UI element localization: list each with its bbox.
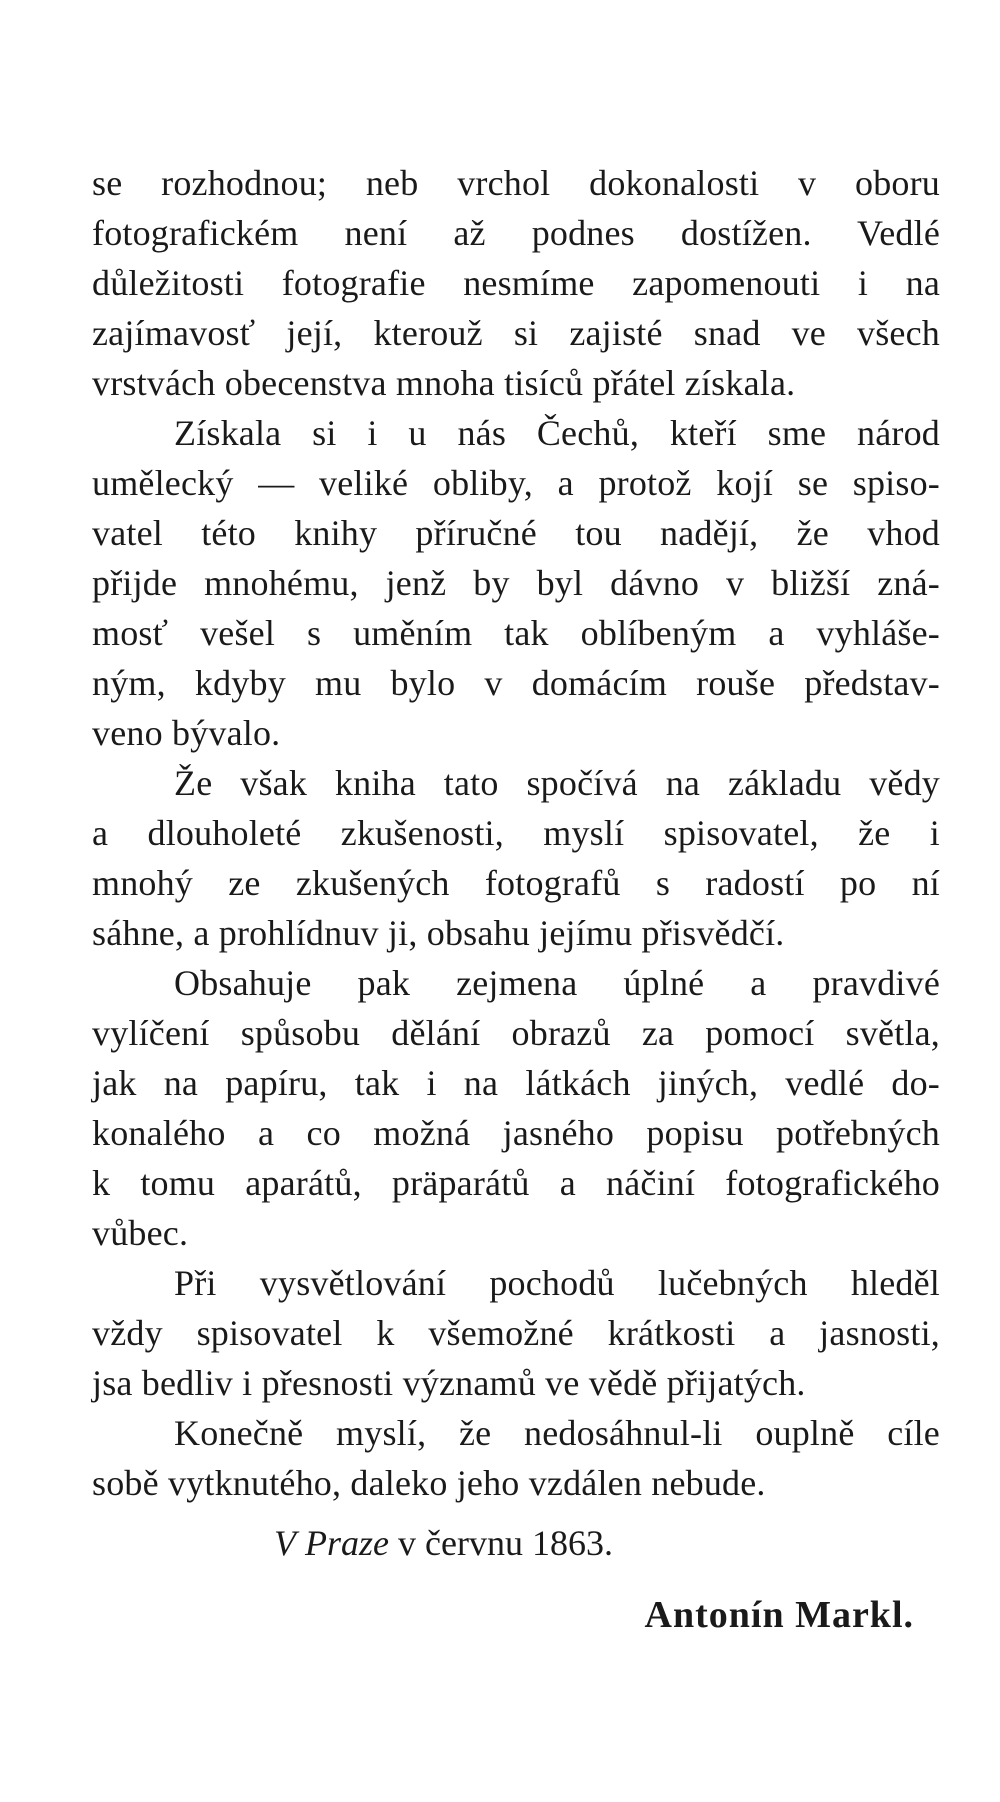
text-line: k tomu aparátů, präparátů a náčiní fotografického	[92, 1163, 940, 1203]
text-line: důležitosti fotografie nesmíme zapomenouti i na	[92, 263, 940, 303]
paragraph-6	[92, 1408, 940, 1508]
text-line: přijde mnohému, jenž by byl dávno v bližší zná-	[92, 563, 940, 603]
place-prefix: V	[274, 1523, 296, 1563]
text-line: vatel této knihy příručné tou nadějí, že vhod	[92, 513, 940, 553]
text-line: mnohý ze zkušených fotografů s radostí po ní	[92, 863, 940, 903]
text-line: vždy spisovatel k všemožné krátkosti a jasnosti,	[92, 1313, 940, 1353]
date-text: v červnu 1863.	[398, 1523, 613, 1563]
text-line: Konečně myslí, že nedosáhnul-li ouplně cíle	[174, 1413, 940, 1453]
text-line: Při vysvětlování pochodů lučebných hleděl	[174, 1263, 940, 1303]
text-line: konalého a co možná jasného popisu potřebných	[92, 1113, 940, 1153]
paragraph-1	[92, 158, 940, 408]
paragraph-4	[92, 958, 940, 1258]
text-line: Že však kniha tato spočívá na základu vědy	[174, 763, 940, 803]
text-line: Obsahuje pak zejmena úplné a pravdivé	[174, 963, 940, 1003]
text-line: umělecký — veliké obliby, a protož kojí se spiso-	[92, 463, 940, 503]
place-date-line	[92, 1518, 940, 1568]
text-line: sobě vytknutého, daleko jeho vzdálen nebude.	[92, 1463, 766, 1503]
text-line: zajímavosť její, kterouž si zajisté snad ve všech	[92, 313, 940, 353]
text-line: sáhne, a prohlídnuv ji, obsahu jejímu přisvědčí.	[92, 913, 785, 953]
text-line: Získala si i u nás Čechů, kteří sme národ	[174, 413, 940, 453]
text-line: a dlouholeté zkušenosti, myslí spisovatel, že i	[92, 813, 940, 853]
paragraph-5	[92, 1258, 940, 1408]
text-line: ným, kdyby mu bylo v domácím rouše představ-	[92, 663, 940, 703]
text-line: mosť vešel s uměním tak oblíbeným a vyhláše-	[92, 613, 940, 653]
text-line: jsa bedliv i přesnosti významů ve vědě přijatých.	[92, 1363, 806, 1403]
text-line: vůbec.	[92, 1213, 189, 1253]
text-line: vylíčení spůsobu dělání obrazů za pomocí světla,	[92, 1013, 940, 1053]
document-page	[92, 158, 940, 1640]
text-line: vrstvách obecenstva mnoha tisíců přátel získala.	[92, 363, 796, 403]
text-line: fotografickém není až podnes dostížen. Vedlé	[92, 213, 940, 253]
author-signature: Antonín Markl.	[644, 1594, 914, 1636]
text-line: veno bývalo.	[92, 713, 281, 753]
paragraph-3	[92, 758, 940, 958]
paragraph-2	[92, 408, 940, 758]
place-name: Praze	[305, 1523, 389, 1563]
text-line: se rozhodnou; neb vrchol dokonalosti v oboru	[92, 163, 940, 203]
text-line: jak na papíru, tak i na látkách jiných, vedlé do-	[92, 1063, 940, 1103]
